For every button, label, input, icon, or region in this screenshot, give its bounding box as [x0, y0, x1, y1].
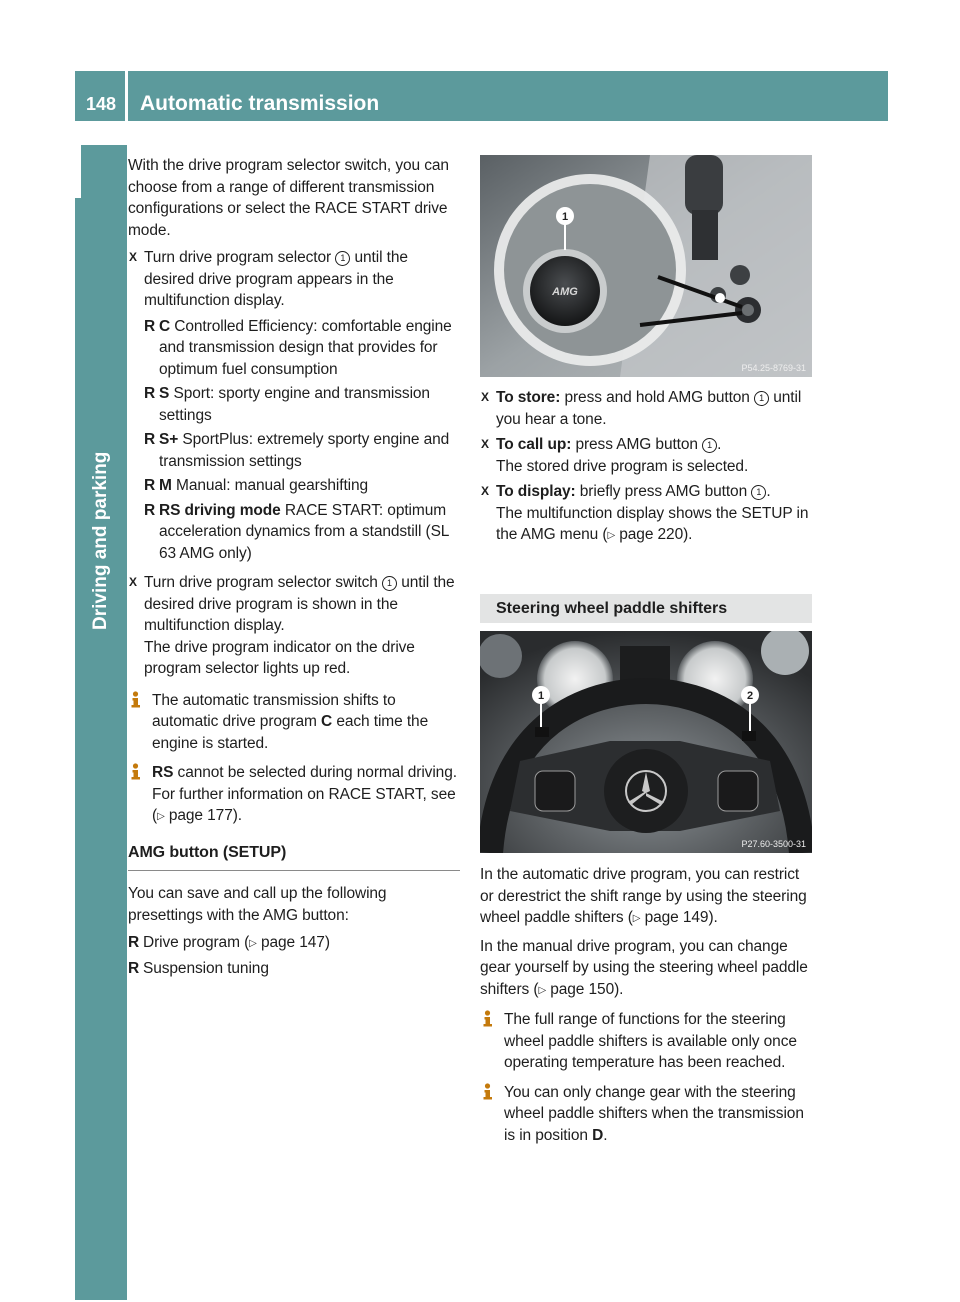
info-note-auto-c: The automatic transmission shifts to automatic drive program C each time the engine is started. [128, 690, 460, 755]
step-marker-icon: X [129, 250, 137, 264]
callout-1-icon: 1 [537, 690, 545, 702]
step-turn-selector-switch: X Turn drive program selector switch 1 until the desired drive program is shown in the multifunction display. The drive program indicator on the drive program selector lights up red. [129, 574, 455, 677]
info-note-operating-temp: The full range of functions for the steering wheel paddle shifters is available only once operating temperature has been reached. [480, 1009, 812, 1074]
preset-item: R Drive program (▷ page 147) [128, 932, 460, 955]
callout-1-icon: 1 [382, 576, 397, 591]
page-ref-arrow-icon: ▷ [607, 530, 616, 541]
callout-1-icon: 1 [702, 438, 717, 453]
amg-intro-paragraph: You can save and call up the following presettings with the AMG button: [128, 885, 387, 924]
photo-code: P54.25-8769-31 [741, 363, 806, 373]
header-divider [125, 71, 128, 121]
bullet-icon: R [144, 501, 156, 519]
info-icon [128, 691, 143, 708]
steering-wheel-photo [480, 631, 812, 853]
info-icon [480, 1010, 495, 1027]
bullet-icon: R [144, 385, 156, 402]
step-to-store: X To store: press and hold AMG button 1 until you hear a tone. [481, 389, 802, 428]
side-tab-label: Driving and parking [90, 451, 111, 630]
svg-text:1: 1 [561, 211, 569, 223]
callout-1-icon: 1 [754, 391, 769, 406]
step-to-display: X To display: briefly press AMG button 1 . The multifunction display shows the SETUP in the AMG menu (▷ page 220). [481, 483, 809, 543]
step-turn-selector: X Turn drive program selector 1 until the desired drive program appears in the multifunction display. [129, 249, 408, 309]
info-note-rs: RS cannot be selected during normal driving. For further information on RACE START, see (▷ page 177). [128, 762, 460, 828]
page-ref-arrow-icon: ▷ [157, 811, 165, 822]
mode-item-rs: R RS driving mode RACE START: optimum acceleration dynamics from a standstill (SL 63 AMG only) [144, 501, 449, 562]
bullet-icon: R [128, 959, 140, 977]
preset-item: R Suspension tuning [128, 958, 460, 980]
page-ref-arrow-icon: ▷ [632, 913, 641, 924]
page-ref-arrow-icon: ▷ [249, 938, 257, 949]
page-number: 148 [85, 94, 117, 114]
mode-item-s: R S Sport: sporty engine and transmission settings [144, 385, 430, 424]
right-column-paddles [480, 864, 812, 1154]
callout-2-icon: 2 [746, 690, 754, 702]
intro-paragraph: With the drive program selector switch, you can choose from a range of different transmission configurations or select the RACE START drive mode. [128, 157, 449, 239]
amg-button-illustration [480, 155, 812, 377]
left-column [128, 155, 460, 982]
callout-1-icon: 1 [751, 485, 766, 500]
section-heading-paddle-shifters: Steering wheel paddle shifters [480, 594, 812, 623]
right-column-steps [480, 387, 812, 551]
photo-code: P27.60-3500-31 [741, 839, 806, 849]
step-marker-icon: X [481, 390, 489, 404]
bullet-icon: R [144, 477, 156, 494]
step-marker-icon: X [481, 437, 489, 451]
step-marker-icon: X [129, 575, 137, 589]
mode-item-m: R M Manual: manual gearshifting [128, 475, 460, 497]
info-icon [128, 763, 143, 780]
page-title: Automatic transmission [140, 92, 380, 115]
steering-wheel-illustration [480, 631, 812, 853]
step-to-call-up: X To call up: press AMG button 1 . The stored drive program is selected. [481, 436, 749, 475]
paddle-automatic-paragraph: In the automatic drive program, you can restrict or derestrict the shift range by using the steering wheel paddle shifters (▷ page 149). [480, 866, 807, 926]
bullet-icon: R [144, 431, 156, 448]
mode-item-c: R C Controlled Efficiency: comfortable engine and transmission design that provides for optimum fuel consumption [144, 317, 452, 378]
bullet-icon: R [128, 934, 140, 951]
step-marker-icon: X [481, 484, 489, 498]
page-ref-arrow-icon: ▷ [538, 984, 547, 996]
callout-1-icon: 1 [335, 251, 350, 266]
side-tab-marker [81, 145, 127, 198]
info-icon [480, 1083, 495, 1100]
svg-text:AMG: AMG [552, 286, 578, 298]
section-heading-amg-button: AMG button (SETUP) [128, 842, 460, 872]
amg-button-photo [480, 155, 812, 377]
paddle-manual-paragraph: In the manual drive program, you can change gear yourself by using the steering wheel paddle shifters (▷ page 150). [480, 937, 808, 998]
mode-item-s-plus: R S+ SportPlus: extremely sporty engine and transmission settings [144, 431, 450, 470]
bullet-icon: R [144, 317, 156, 335]
info-note-position-d: You can only change gear with the steering wheel paddle shifters when the transmission is in position D. [480, 1082, 812, 1147]
